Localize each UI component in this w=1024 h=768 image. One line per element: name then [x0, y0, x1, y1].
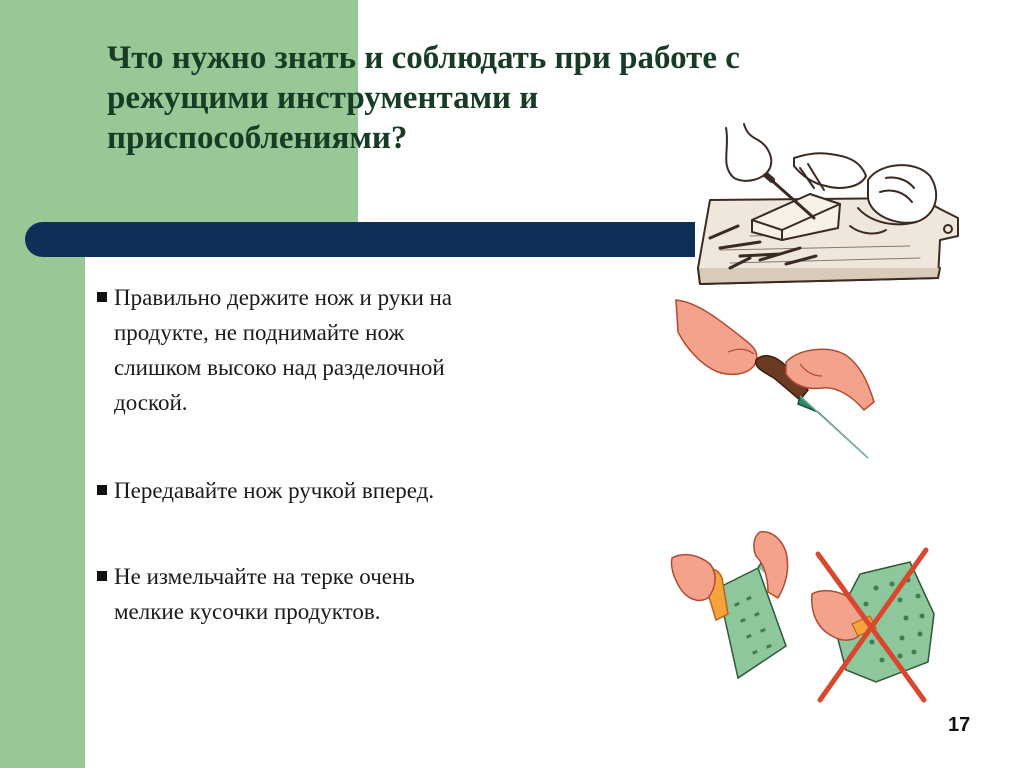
- bullet-square-icon: [97, 571, 107, 581]
- left-green-stripe: [0, 0, 85, 768]
- bullet-line: Не измельчайте на терке очень: [114, 564, 415, 589]
- knife-handover-icon: [668, 292, 882, 462]
- grater-correct-icon: [668, 528, 808, 683]
- cutting-board-knife-icon: [690, 118, 970, 293]
- bullet-square-icon: [97, 292, 107, 302]
- grater-crossed-out-icon: [806, 544, 946, 706]
- title-line: режущими инструментами и: [107, 80, 539, 116]
- bullet-item: [97, 280, 452, 420]
- bullet-item: [97, 473, 434, 508]
- bullet-line: Передавайте нож ручкой вперед.: [114, 478, 435, 503]
- title-line: приспособлениями?: [107, 120, 408, 156]
- page-number: 17: [948, 714, 971, 736]
- bullet-line: мелкие кусочки продуктов.: [114, 599, 381, 624]
- bullet-item: [97, 559, 415, 629]
- title-line: Что нужно знать и соблюдать при работе с: [107, 40, 740, 76]
- title-divider-bar: [25, 222, 695, 257]
- bullet-line: доской.: [114, 390, 188, 415]
- bullet-line: Правильно держите нож и руки на: [114, 285, 453, 310]
- bullet-square-icon: [97, 485, 107, 495]
- bullet-line: слишком высоко над разделочной: [114, 355, 445, 380]
- bullet-line: продукте, не поднимайте нож: [114, 320, 405, 345]
